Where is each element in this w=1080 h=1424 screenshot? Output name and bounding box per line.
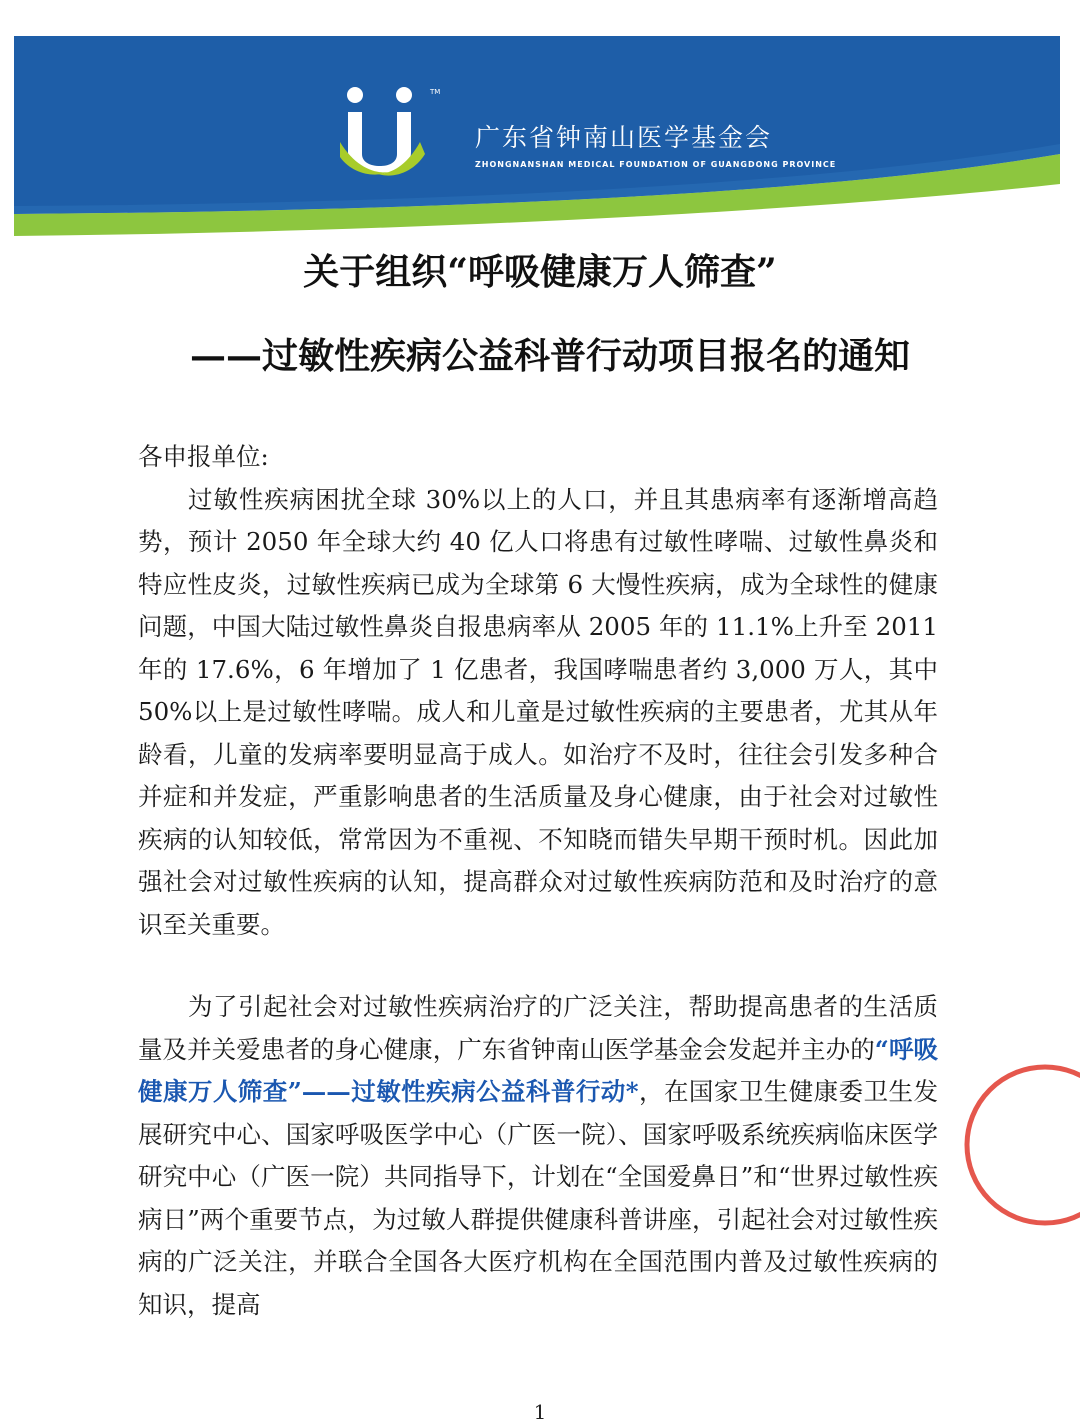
paragraph-2-rest: ，在国家卫生健康委卫生发展研究中心、国家呼吸医学中心（广医一院）、国家呼吸系统疾病临床医学研究中心（广医一院）共同指导下，计划在“全国爱鼻日”和“世界过敏性疾病日”两个重要节点，为过敏人群提供健康科普讲座，引起社会对过敏性疾病的广泛关注，并联合全国各大医疗机构在全国范围内普及过敏性疾病的知识，提高 (138, 1077, 938, 1319)
official-seal (960, 1060, 1080, 1230)
foundation-logo-icon (330, 82, 440, 182)
salutation: 各申报单位: (138, 442, 269, 471)
foundation-name (475, 118, 836, 169)
paragraph-2-lead: 为了引起社会对过敏性疾病治疗的广泛关注，帮助提高患者的生活质量及并关爱患者的身心健康，广东省钟南山医学基金会发起并主办的 (138, 992, 938, 1064)
notice-body (138, 436, 938, 1326)
notice-title-line2: ——过敏性疾病公益科普行动项目报名的通知 (189, 335, 910, 377)
page-number: 1 (533, 1400, 547, 1424)
notice-title-line1: 关于组织“呼吸健康万人筛查” (303, 251, 777, 293)
foundation-name-en: ZHONGNANSHAN MEDICAL FOUNDATION OF GUANGDONG PROVINCE (475, 160, 837, 169)
foundation-name-cn: 广东省钟南山医学基金会 (475, 123, 773, 152)
paragraph-2 (138, 986, 938, 1326)
paragraph-1: 过敏性疾病困扰全球 30%以上的人口，并且其患病率有逐渐增高趋势，预计 2050 年全球大约 40 亿人口将患有过敏性哮喘、过敏性鼻炎和特应性皮炎，过敏性疾病已成为全球第 6 大慢性疾病，成为全球性的健康问题，中国大陆过敏性鼻炎自报患病率从 2005 年的 11.1%上升至 2011 年的 17.6%，6 年增加了 1 亿患者，我国哮喘患者约 3,000 万人，其中 50%以上是过敏性哮喘。成人和儿童是过敏性疾病的主要患者，尤其从年龄看，儿童的发病率要明显高于成人。如治疗不及时，往往会引发多种合并症和并发症，严重影响患者的生活质量及身心健康，由于社会对过敏性疾病的认知较低，常常因为不重视、不知晓而错失早期干预时机。因此加强社会对过敏性疾病的认知，提高群众对过敏性疾病防范和及时治疗的意识至关重要。 (138, 484, 938, 939)
trademark-mark: TM (430, 88, 441, 96)
campaign-name-highlight: “呼吸健康万人筛查”——过敏性疾病公益科普行动* (138, 1034, 939, 1106)
